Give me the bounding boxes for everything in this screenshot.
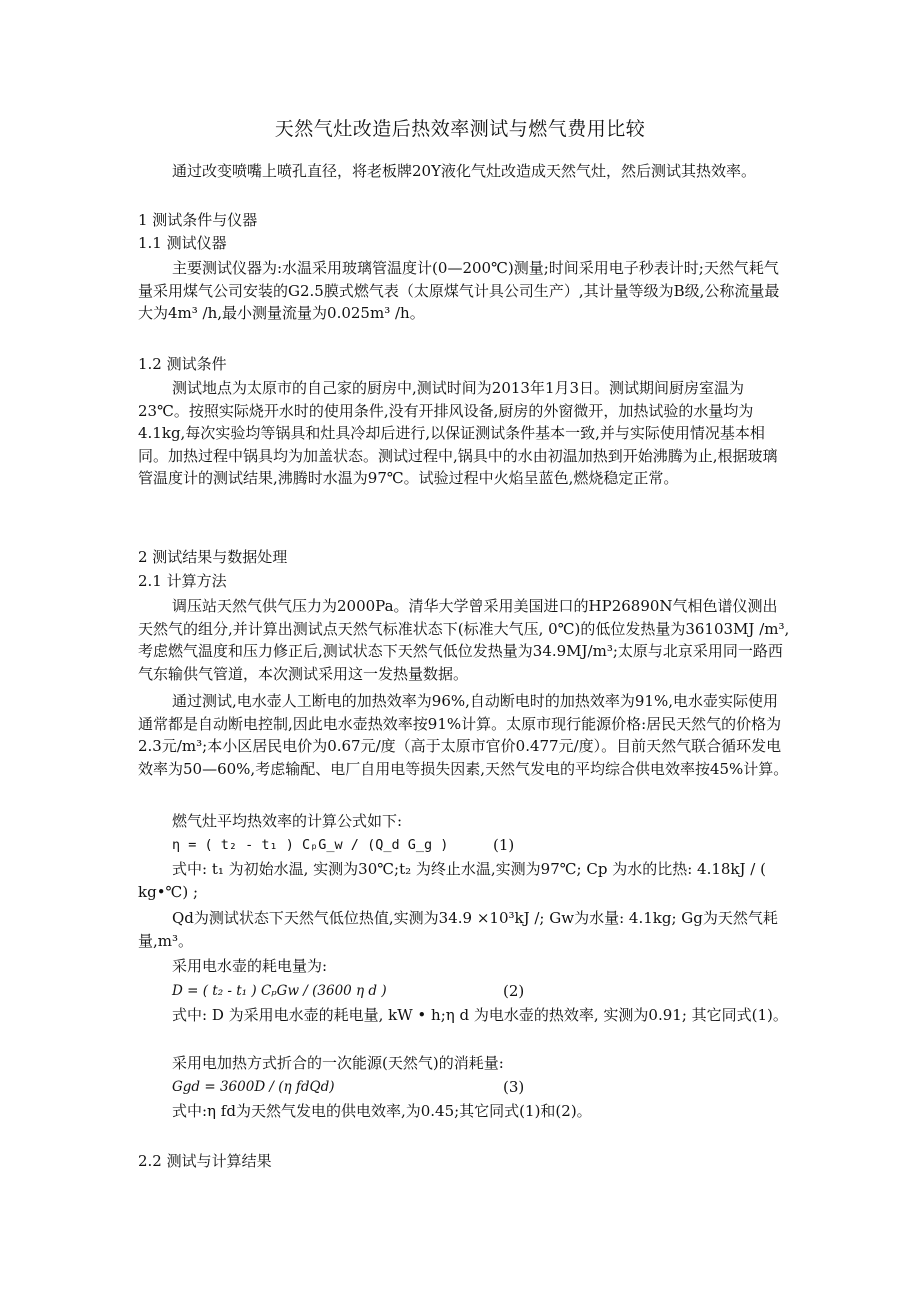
section-1-1-heading: 1.1 测试仪器 [138, 234, 227, 252]
equation-3: Ggd = 3600D / (η fdQd) [172, 1079, 335, 1095]
paragraph-eq1-symbols-cont: Qd为测试状态下天然气低位热值,实测为34.9 ×10³kJ /; Gw为水量: 4.1kg; Gg为天然气耗量,m³。 [138, 909, 778, 950]
paragraph-eq2-symbols: 式中: D 为采用电水壶的耗电量, kW • h;η d 为电水壶的热效率, 实测为0.91; 其它同式(1)。 [172, 1006, 788, 1024]
paragraph-kettle-efficiency: 通过测试,电水壶人工断电的加热效率为96%,自动断电时的加热效率为91%,电水壶实际使用通常都是自动断电控制,因此电水壶热效率按91%计算。太原市现行能源价格:居民天然气的价格为2.3元/m³;本小区居民电价为0.67元/度（高于太原市官价0.477元/度）。目前天然气联合循环发电效率为50—60%,考虑输配、电厂自用电等损失因素,天然气发电的平均综合供电效率按45%计算。 [138, 692, 789, 778]
equation-1: η = ( t₂ - t₁ ) CₚG_w / (Q_d G_g ) [172, 837, 449, 853]
paragraph-primary-energy: 采用电加热方式折合的一次能源(天然气)的消耗量: [172, 1054, 504, 1072]
equation-3-number: (3) [503, 1078, 525, 1096]
paragraph-eq1-symbols: 式中: t₁ 为初始水温, 实测为30℃;t₂ 为终止水温,实测为97℃; Cp 为水的比热: 4.18kJ / ( kg•℃) ; [138, 860, 766, 901]
paragraph-gas-heat-value: 调压站天然气供气压力为2000Pa。清华大学曾采用美国进口的HP26890N气相色谱仪测出天然气的组分,并计算出测试点天然气标准状态下(标准大气压, 0℃)的低位发热量为36103MJ /m³,考虑燃气温度和压力修正后,测试状态下天然气低位发热量为34.9MJ/m³;太原与北京采用同一路西气东输供气管道，本次测试采用这一发热量数据。 [138, 597, 790, 683]
document-title: 天然气灶改造后热效率测试与燃气费用比较 [274, 118, 646, 140]
section-1-2-heading: 1.2 测试条件 [138, 355, 227, 373]
section-1-1-text: 主要测试仪器为:水温采用玻璃管温度计(0—200℃)测量;时间采用电子秒表计时;天然气耗气量采用煤气公司安装的G2.5膜式燃气表（太原煤气计具公司生产）,其计量等级为B级,公称流量最大为4m³ /h,最小测量流量为0.025m³ /h。 [138, 259, 780, 322]
section-2-1-heading: 2.1 计算方法 [138, 572, 227, 590]
equation-2-number: (2) [503, 982, 525, 1000]
section-2-heading: 2 测试结果与数据处理 [138, 548, 288, 566]
paragraph-kettle-consumption: 采用电水壶的耗电量为: [172, 957, 328, 975]
section-1-heading: 1 测试条件与仪器 [138, 211, 258, 229]
equation-2: D = ( t₂ - t₁ ) CₚGw / (3600 η d ) [172, 983, 387, 999]
paragraph-eq3-symbols: 式中:η fd为天然气发电的供电效率,为0.45;其它同式(1)和(2)。 [172, 1102, 592, 1120]
paragraph-formula-intro: 燃气灶平均热效率的计算公式如下: [172, 812, 403, 830]
equation-1-number: (1) [493, 836, 515, 854]
section-2-2-heading: 2.2 测试与计算结果 [138, 1152, 272, 1170]
intro-paragraph: 通过改变喷嘴上喷孔直径，将老板牌20Y液化气灶改造成天然气灶，然后测试其热效率。 [172, 162, 756, 180]
section-1-2-text: 测试地点为太原市的自己家的厨房中,测试时间为2013年1月3日。测试期间厨房室温为23℃。按照实际烧开水时的使用条件,没有开排风设备,厨房的外窗微开，加热试验的水量均为4.1kg,每次实验均等锅具和灶具冷却后进行,以保证测试条件基本一致,并与实际使用情况基本相同。加热过程中锅具均为加盖状态。测试过程中,锅具中的水由初温加热到开始沸腾为止,根据玻璃管温度计的测试结果,沸腾时水温为97℃。试验过程中火焰呈蓝色,燃烧稳定正常。 [138, 379, 778, 487]
